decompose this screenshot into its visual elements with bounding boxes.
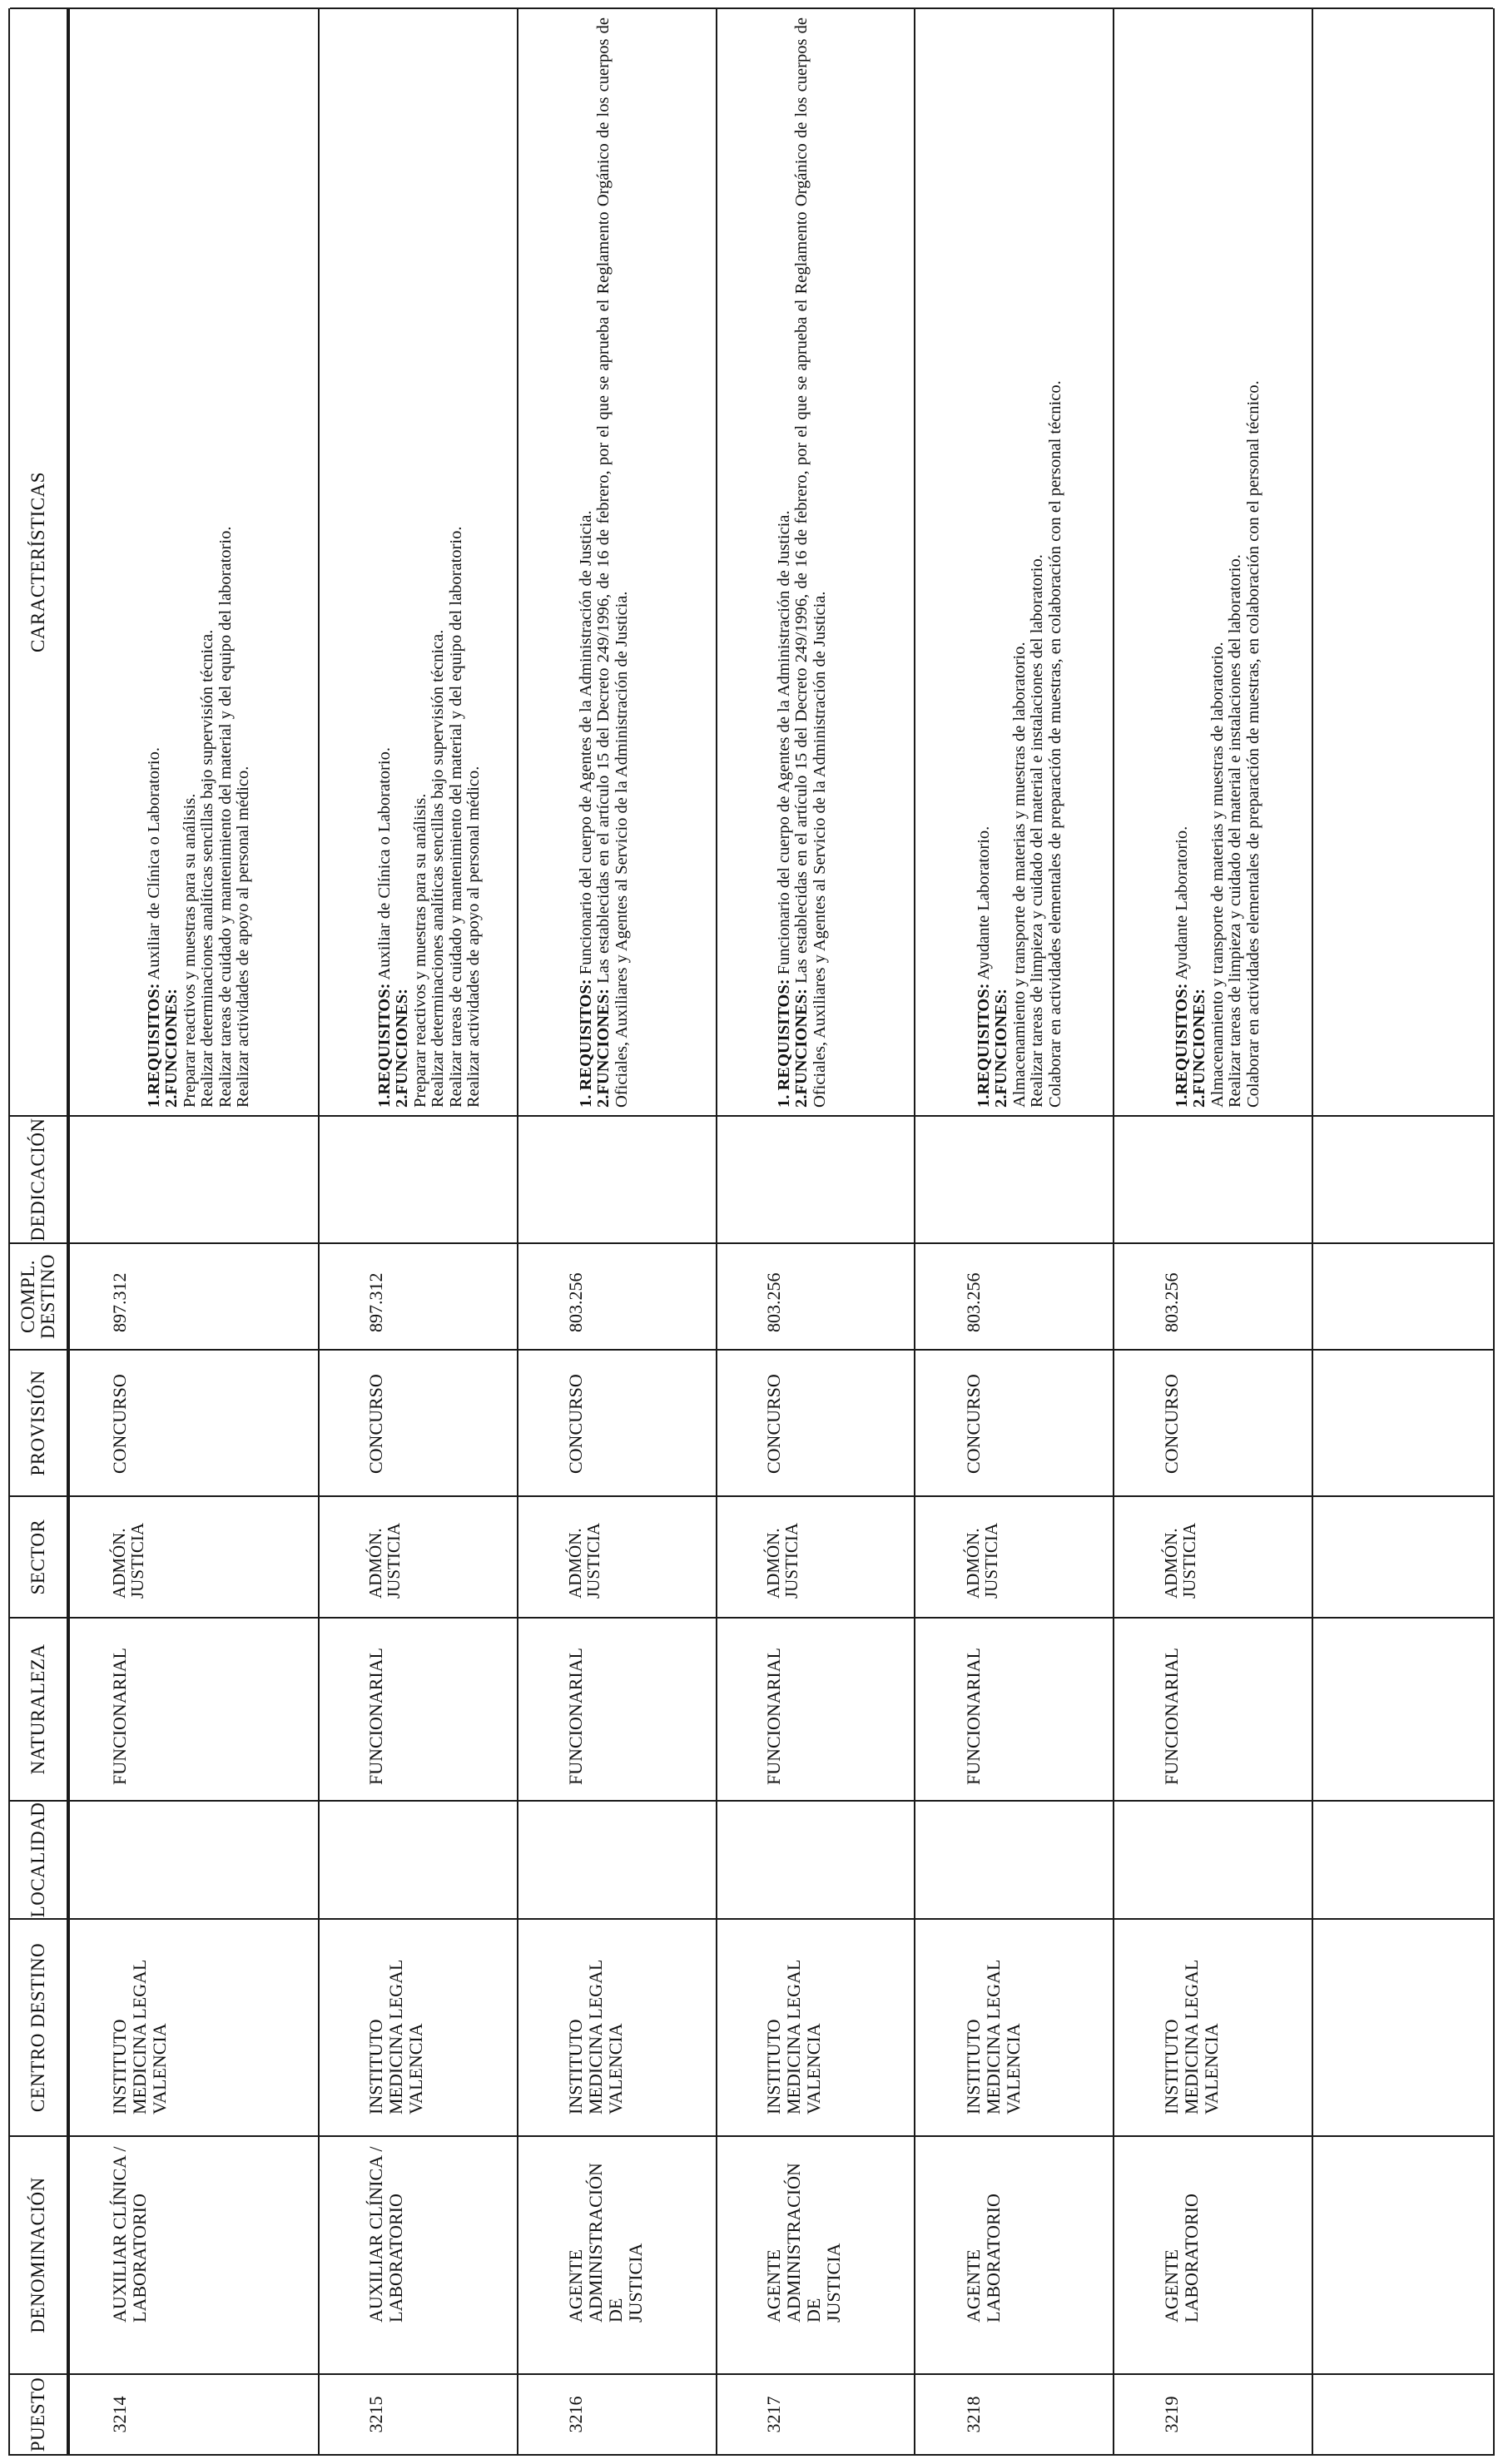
cell-caracteristicas: 1.REQUISITOS: Auxiliar de Clínica o Laboratorio. 2.FUNCIONES: Preparar reactivos y muestras para su análisis. Realizar determinaciones analíticas sencillas bajo supervisión técnica. Realizar tareas de cuidado y mantenimiento del material y del equipo del laboratorio. Realizar actividades de apoyo al personal médico. <box>375 526 484 1108</box>
cell-provision: CONCURSO <box>565 1374 586 1474</box>
cell-denominacion: AGENTE ADMINISTRACIÓN DE JUSTICIA <box>565 2163 646 2323</box>
column-divider <box>10 1617 1493 1619</box>
cell-caracteristicas: 1.REQUISITOS: Ayudante Laboratorio. 2.FUNCIONES: Almacenamiento y transporte de materias y muestras de laboratorio. Realizar tareas de limpieza y cuidado del material e instalaciones del laboratorio. Colaborar en actividades elementales de preparación de muestras, en colaboración con el personal técnico. <box>975 380 1064 1108</box>
table-border-bottom <box>1312 8 1313 2456</box>
cell-puesto: 3218 <box>963 2396 984 2433</box>
header-compl-destino: COMPL. DESTINO <box>17 1254 58 1339</box>
cell-sector: ADMÓN. JUSTICIA <box>565 1522 603 1599</box>
header-denominacion: DENOMINACIÓN <box>27 2177 48 2333</box>
cell-centro-destino: INSTITUTO MEDICINA LEGAL VALENCIA <box>365 1959 426 2114</box>
cell-centro-destino: INSTITUTO MEDICINA LEGAL VALENCIA <box>1161 1959 1222 2114</box>
cell-sector: ADMÓN. JUSTICIA <box>365 1522 404 1599</box>
cell-puesto: 3219 <box>1161 2396 1182 2433</box>
cell-centro-destino: INSTITUTO MEDICINA LEGAL VALENCIA <box>763 1959 824 2114</box>
cell-naturaleza: FUNCIONARIAL <box>963 1648 984 1785</box>
row-separator <box>914 8 915 2456</box>
cell-sector: ADMÓN. JUSTICIA <box>763 1522 801 1599</box>
column-divider <box>10 1495 1493 1497</box>
cell-denominacion: AGENTE LABORATORIO <box>963 2194 1004 2323</box>
cell-compl-destino: 803.256 <box>1161 1272 1182 1332</box>
cell-sector: ADMÓN. JUSTICIA <box>1161 1522 1199 1599</box>
header-separator <box>67 8 70 2456</box>
column-divider <box>10 2373 1493 2375</box>
header-puesto: PUESTO <box>27 2377 48 2452</box>
cell-compl-destino: 897.312 <box>365 1272 386 1332</box>
cell-naturaleza: FUNCIONARIAL <box>365 1648 386 1785</box>
cell-caracteristicas: 1. REQUISITOS: Funcionario del cuerpo de Agentes de la Administración de Justicia. 2.FUNCIONES: Las establecidas en el artículo 15 del Decreto 249/1996, de 16 de febrero, por el que se aprueba el Reglamento Orgánico de los cuerpos de Oficiales, Auxiliares y Agentes al Servicio de la Administración de Justicia. <box>577 17 631 1108</box>
header-provision: PROVISIÓN <box>27 1370 48 1476</box>
cell-provision: CONCURSO <box>109 1374 130 1474</box>
header-caracteristicas: CARACTERÍSTICAS <box>27 471 48 653</box>
header-centro-destino: CENTRO DESTINO <box>27 1942 48 2113</box>
column-divider <box>10 2454 1493 2456</box>
column-divider <box>10 2135 1493 2137</box>
cell-puesto: 3216 <box>565 2396 586 2433</box>
cell-centro-destino: INSTITUTO MEDICINA LEGAL VALENCIA <box>109 1959 170 2114</box>
row-separator <box>1113 8 1114 2456</box>
cell-compl-destino: 803.256 <box>963 1272 984 1332</box>
cell-compl-destino: 803.256 <box>763 1272 784 1332</box>
column-divider <box>10 1115 1493 1117</box>
cell-compl-destino: 803.256 <box>565 1272 586 1332</box>
header-sector: SECTOR <box>27 1519 48 1595</box>
cell-centro-destino: INSTITUTO MEDICINA LEGAL VALENCIA <box>565 1959 626 2114</box>
column-divider <box>10 1242 1493 1244</box>
column-divider <box>10 7 1493 9</box>
column-divider <box>10 1800 1493 1802</box>
row-separator <box>517 8 518 2456</box>
cell-caracteristicas: 1. REQUISITOS: Funcionario del cuerpo de Agentes de la Administración de Justicia. 2.FUNCIONES: Las establecidas en el artículo 15 del Decreto 249/1996, de 16 de febrero, por el que se aprueba el Reglamento Orgánico de los cuerpos de Oficiales, Auxiliares y Agentes al Servicio de la Administración de Justicia. <box>775 17 829 1108</box>
cell-denominacion: AGENTE ADMINISTRACIÓN DE JUSTICIA <box>763 2163 844 2323</box>
cell-denominacion: AGENTE LABORATORIO <box>1161 2194 1202 2323</box>
row-separator <box>318 8 320 2456</box>
cell-sector: ADMÓN. JUSTICIA <box>109 1522 147 1599</box>
cell-caracteristicas: 1.REQUISITOS: Ayudante Laboratorio. 2.FUNCIONES: Almacenamiento y transporte de materias y muestras de laboratorio. Realizar tareas de limpieza y cuidado del material e instalaciones del laboratorio. Colaborar en actividades elementales de preparación de muestras, en colaboración con el personal técnico. <box>1173 380 1262 1108</box>
cell-provision: CONCURSO <box>763 1374 784 1474</box>
cell-provision: CONCURSO <box>1161 1374 1182 1474</box>
cell-provision: CONCURSO <box>963 1374 984 1474</box>
column-divider <box>10 1918 1493 1920</box>
cell-caracteristicas: 1.REQUISITOS: Auxiliar de Clínica o Laboratorio. 2.FUNCIONES: Preparar reactivos y muestras para su análisis. Realizar determinaciones analíticas sencillas bajo supervisión técnica. Realizar tareas de cuidado y mantenimiento del material y del equipo del laboratorio. Realizar actividades de apoyo al personal médico. <box>145 526 253 1108</box>
cell-puesto: 3217 <box>763 2396 784 2433</box>
row-separator <box>716 8 717 2456</box>
cell-naturaleza: FUNCIONARIAL <box>109 1648 130 1785</box>
column-divider <box>10 1349 1493 1351</box>
header-localidad: LOCALIDAD <box>27 1802 48 1918</box>
cell-naturaleza: FUNCIONARIAL <box>565 1648 586 1785</box>
cell-denominacion: AUXILIAR CLÍNICA / LABORATORIO <box>365 2146 406 2323</box>
cell-puesto: 3215 <box>365 2396 386 2433</box>
cell-naturaleza: FUNCIONARIAL <box>763 1648 784 1785</box>
cell-sector: ADMÓN. JUSTICIA <box>963 1522 1001 1599</box>
cell-centro-destino: INSTITUTO MEDICINA LEGAL VALENCIA <box>963 1959 1024 2114</box>
header-dedicacion: DEDICACIÓN <box>27 1118 48 1242</box>
table-border-bottom <box>1493 8 1495 2456</box>
cell-compl-destino: 897.312 <box>109 1272 130 1332</box>
header-naturaleza: NATURALEZA <box>27 1643 48 1775</box>
cell-denominacion: AUXILIAR CLÍNICA / LABORATORIO <box>109 2146 150 2323</box>
cell-puesto: 3214 <box>109 2396 130 2433</box>
cell-provision: CONCURSO <box>365 1374 386 1474</box>
cell-naturaleza: FUNCIONARIAL <box>1161 1648 1182 1785</box>
